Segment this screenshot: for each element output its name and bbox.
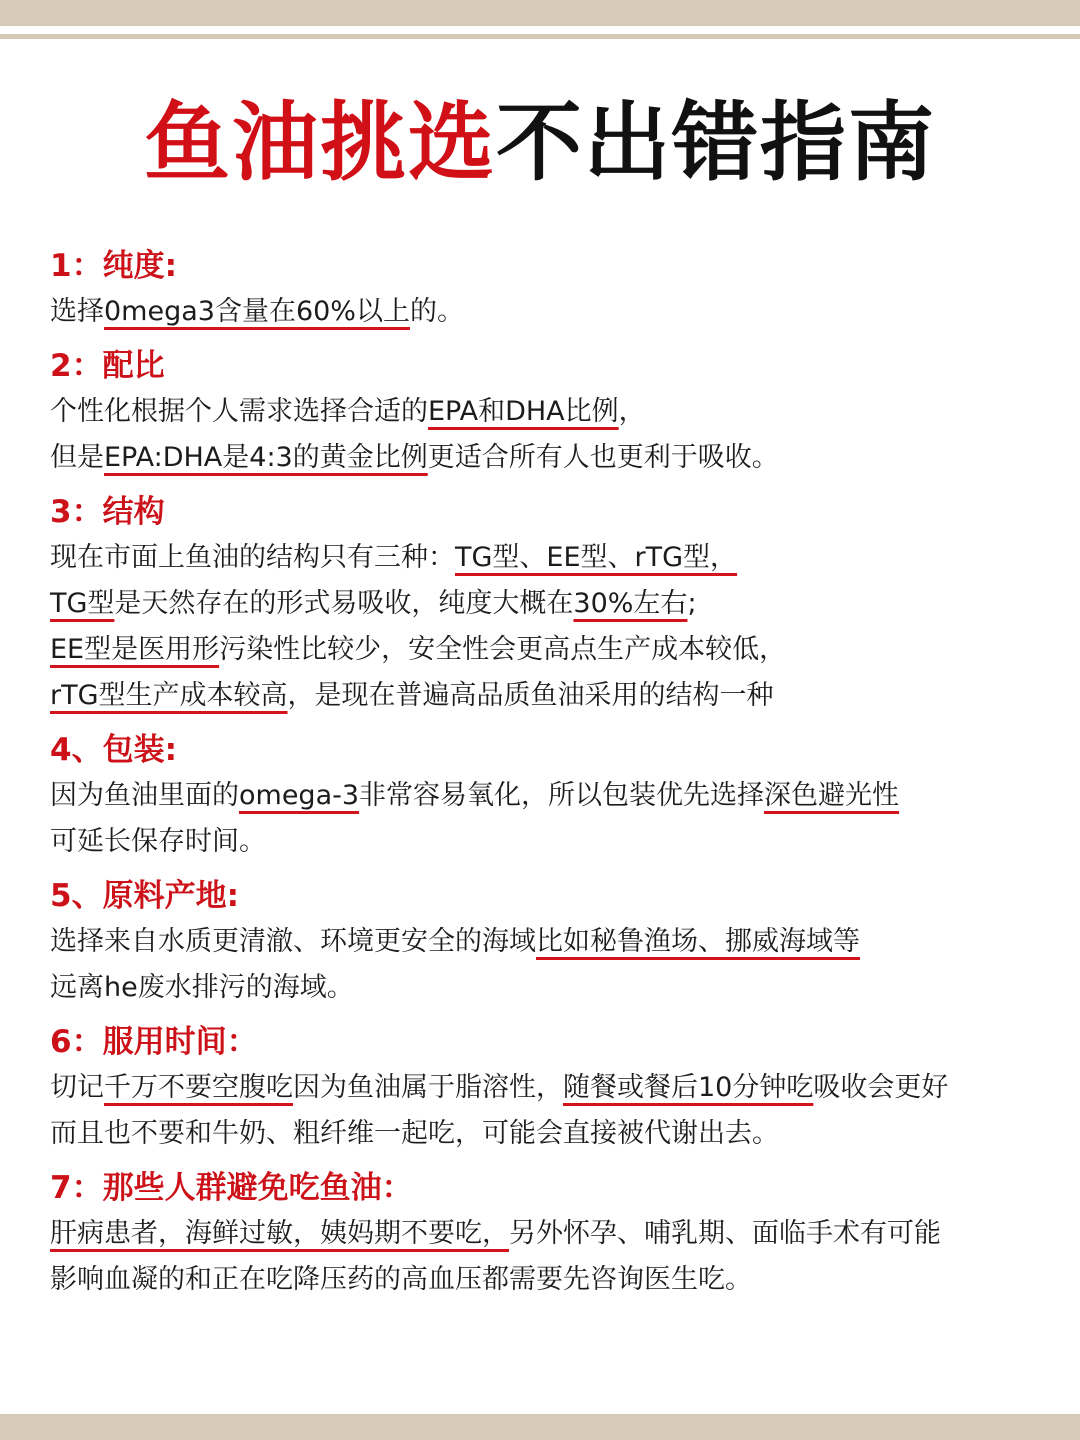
highlighted-text: 0mega3含量在60%以上 [104, 296, 410, 327]
section-7 [50, 1165, 1060, 1303]
body-text: 因为鱼油里面的 [50, 780, 239, 811]
section-line [50, 581, 1060, 627]
section-2 [50, 343, 1060, 481]
body-text: ，是现在普遍高品质鱼油采用的结构一种 [287, 680, 774, 711]
section-heading: 2：配比 [50, 348, 165, 384]
section-heading: 1：纯度: [50, 248, 177, 284]
body-text: 而且也不要和牛奶、粗纤维一起吃，可能会直接被代谢出去。 [50, 1118, 779, 1149]
body-text: 吸收会更好 [813, 1072, 949, 1103]
body-text: 远离he废水排污的海域。 [50, 972, 354, 1003]
body-text: 选择来自水质更清澈、环境更安全的海域 [50, 926, 536, 957]
body-text: ， [618, 396, 646, 427]
body-text: 是天然存在的形式易吸收，纯度大概在 [114, 588, 574, 619]
body-text: 的。 [409, 296, 464, 327]
highlighted-text: TG型 [50, 588, 115, 619]
highlighted-text: 肝病患者，海鲜过敏，姨妈期不要吃， [50, 1218, 509, 1249]
highlighted-text: omega-3 [239, 780, 360, 811]
body-text: 选择 [50, 296, 104, 327]
highlighted-text: EPA和DHA比例 [428, 396, 619, 427]
section-1 [50, 243, 1060, 335]
section-line [50, 1211, 1060, 1257]
body-text: ; [687, 588, 697, 619]
section-line [50, 627, 1060, 673]
page-title [0, 88, 1080, 198]
section-heading: 4、包装: [50, 732, 177, 768]
highlighted-text: 比如秘鲁渔场、挪威海域等 [536, 926, 860, 957]
title-black-part: 不出错指南 [496, 93, 936, 193]
section-line [50, 289, 1060, 335]
body-text: 污染性比较少，安全性会更高点生产成本较低， [219, 634, 787, 665]
body-text: 另外怀孕、哺乳期、面临手术有可能 [509, 1218, 941, 1249]
section-6 [50, 1019, 1060, 1157]
section-heading: 7：那些人群避免吃鱼油： [50, 1170, 413, 1206]
body-text: 因为鱼油属于脂溶性， [293, 1072, 563, 1103]
section-heading: 3：结构 [50, 494, 165, 530]
body-text: 可延长保存时间。 [50, 826, 266, 857]
section-heading: 5、原料产地: [50, 878, 239, 914]
body-text: 非常容易氧化，所以包装优先选择 [359, 780, 765, 811]
section-line [50, 819, 1060, 865]
body-text: 影响血凝的和正在吃降压药的高血压都需要先咨询医生吃。 [50, 1264, 752, 1295]
top-decor-band [0, 0, 1080, 26]
highlighted-text: 深色避光性 [764, 780, 900, 811]
section-heading: 6：服用时间： [50, 1024, 258, 1060]
highlighted-text: 随餐或餐后10分钟吃 [563, 1072, 814, 1103]
highlighted-text: EE型是医用形 [50, 634, 220, 665]
body-text: 个性化根据个人需求选择合适的 [50, 396, 428, 427]
highlighted-text: EPA:DHA是4:3的黄金比例 [104, 442, 428, 473]
section-4 [50, 727, 1060, 865]
highlighted-text: rTG型生产成本较高 [50, 680, 288, 711]
highlighted-text: TG型、EE型、rTG型， [455, 542, 738, 573]
section-line [50, 965, 1060, 1011]
section-line [50, 435, 1060, 481]
body-text: 更适合所有人也更利于吸收。 [427, 442, 779, 473]
section-line [50, 535, 1060, 581]
body-text: 现在市面上鱼油的结构只有三种： [50, 542, 455, 573]
section-line [50, 1111, 1060, 1157]
section-line [50, 1065, 1060, 1111]
highlighted-text: 千万不要空腹吃 [104, 1072, 293, 1103]
body-text: 但是 [50, 442, 104, 473]
title-red-part: 鱼油挑选 [144, 93, 496, 193]
top-decor-line [0, 34, 1080, 39]
section-3 [50, 489, 1060, 719]
section-line [50, 773, 1060, 819]
section-line [50, 1257, 1060, 1303]
guide-content [50, 243, 1060, 1303]
highlighted-text: 30%左右 [573, 588, 688, 619]
section-5 [50, 873, 1060, 1011]
body-text: 切记 [50, 1072, 104, 1103]
section-line [50, 389, 1060, 435]
bottom-decor-band [0, 1414, 1080, 1440]
section-line [50, 919, 1060, 965]
section-line [50, 673, 1060, 719]
